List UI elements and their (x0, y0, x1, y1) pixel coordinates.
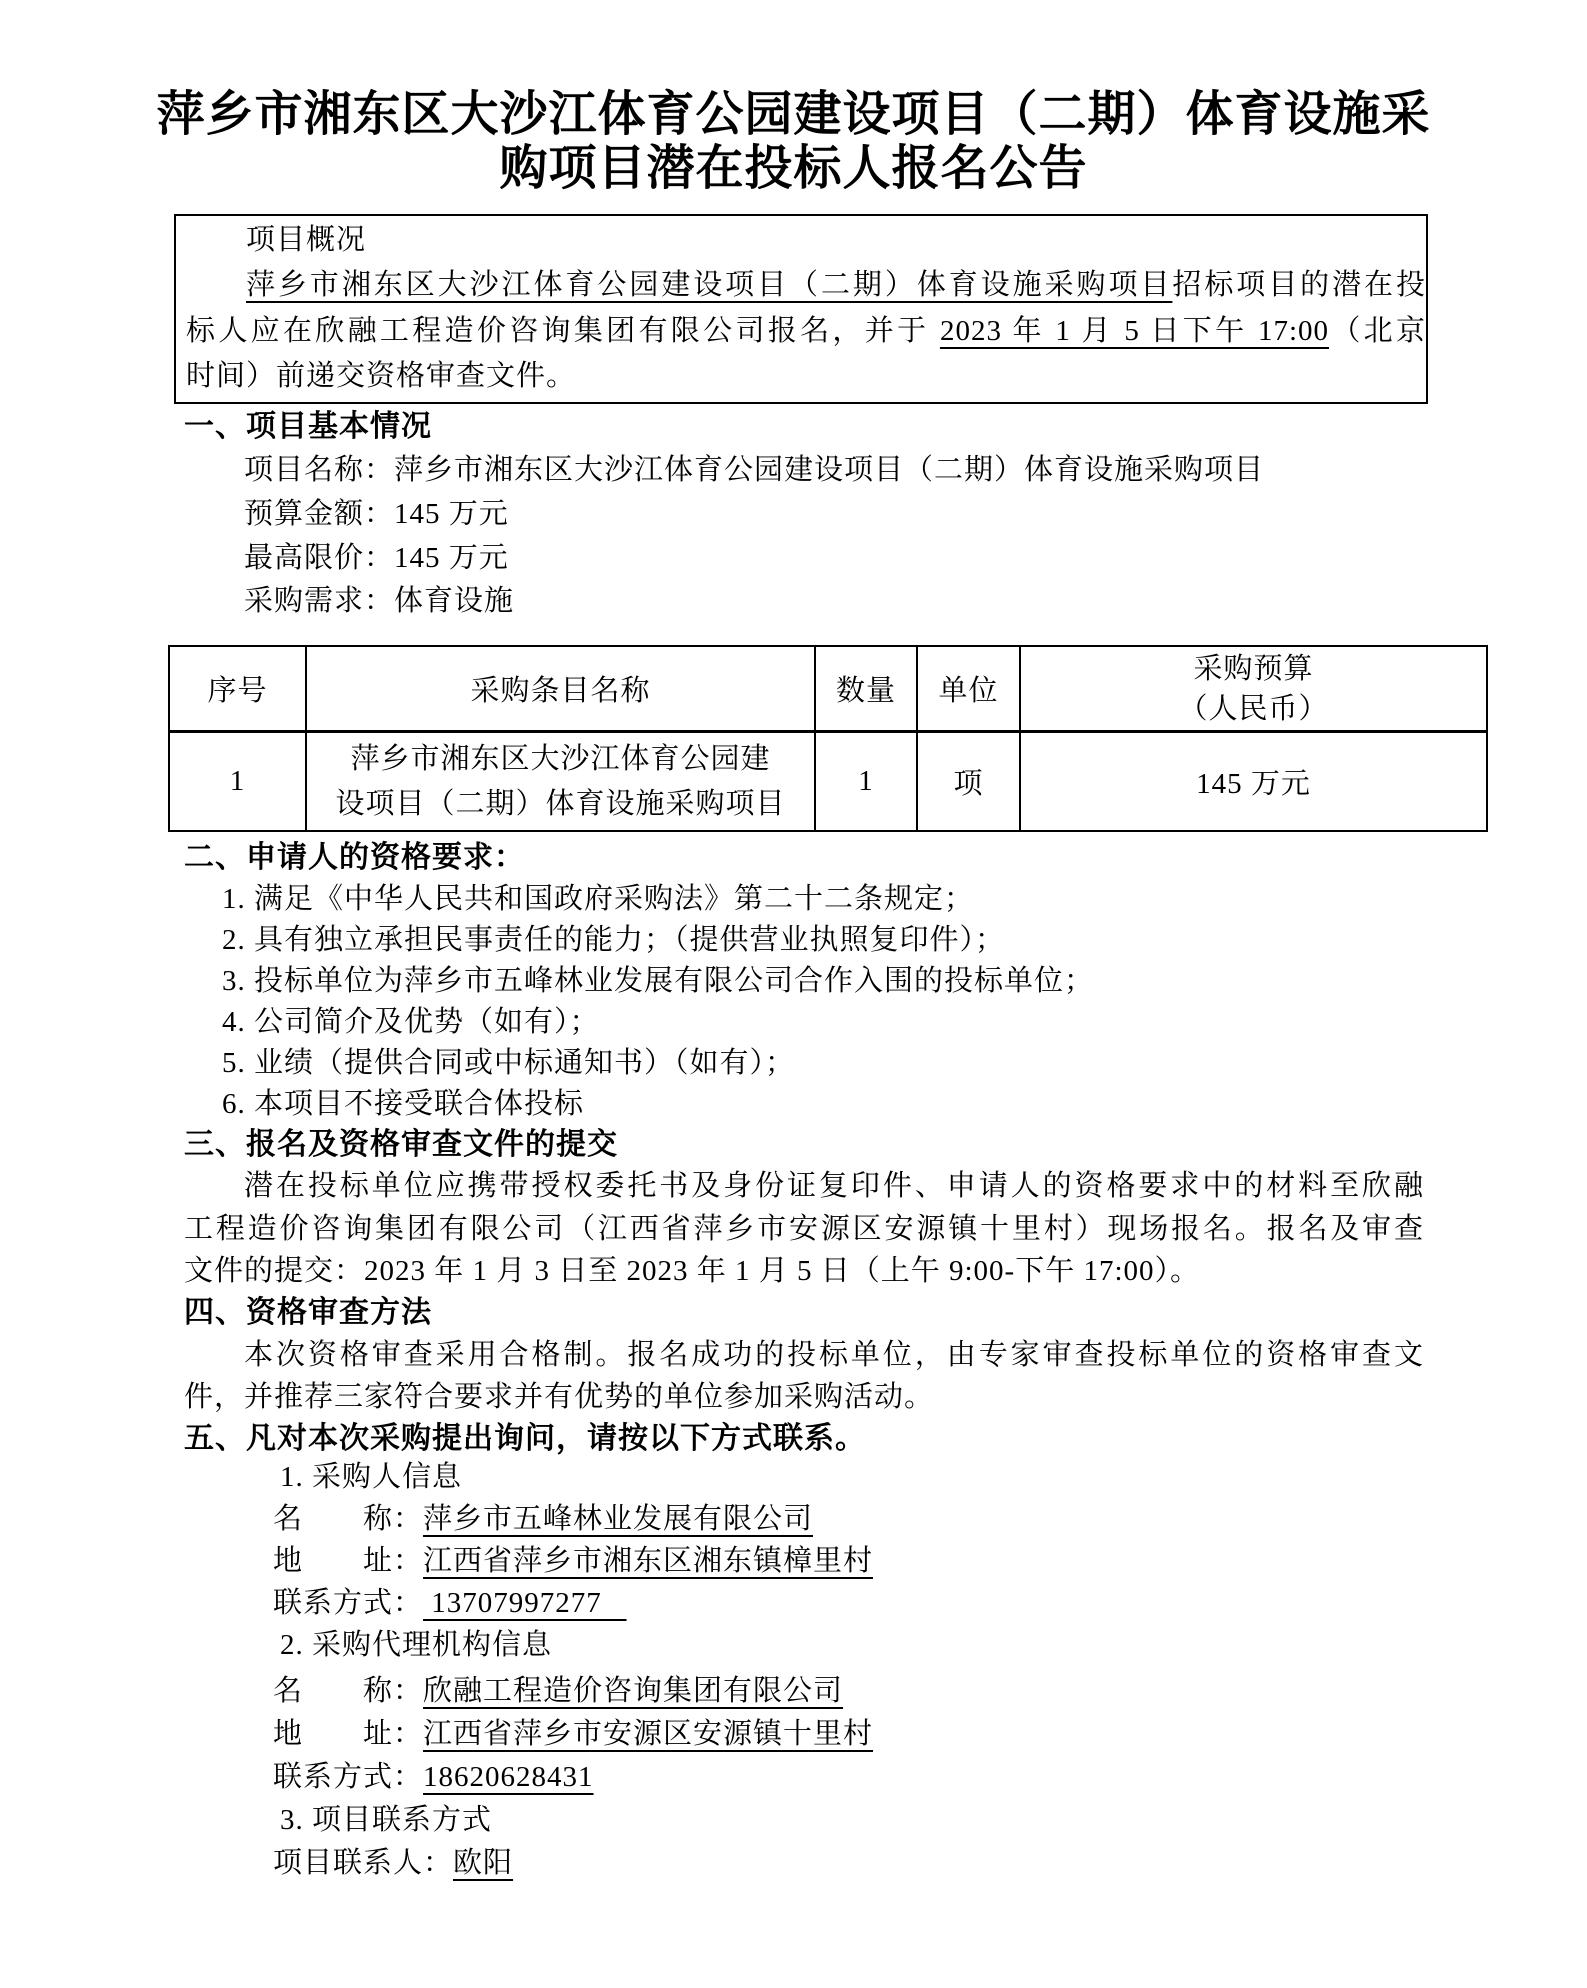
cell-quantity: 1 (815, 732, 917, 832)
buyer-info-heading: 1. 采购人信息 (280, 1461, 463, 1493)
buyer-phone-line (273, 1581, 627, 1625)
qualification-item-4: 4. 公司简介及优势（如有）； (222, 1006, 600, 1038)
agent-name-label: 名 称： (273, 1675, 424, 1707)
buyer-address-label: 地 址： (273, 1545, 424, 1577)
section4-paragraph-line1: 本次资格审查采用合格制。报名成功的投标单位，由专家审查投标单位的资格审查文 (244, 1339, 1424, 1371)
procurement-items-table (168, 645, 1488, 832)
agent-address-label: 地 址： (273, 1718, 424, 1750)
section3-paragraph-line2: 工程造价咨询集团有限公司（江西省萍乡市安源区安源镇十里村）现场报名。报名及审查 (184, 1213, 1424, 1245)
page-title-line1: 萍乡市湘东区大沙江体育公园建设项目（二期）体育设施采 (156, 88, 1431, 141)
header-serial-no: 序号 (169, 646, 306, 732)
agent-name-value: 欣融工程造价咨询集团有限公司 (423, 1675, 844, 1707)
qualification-item-1: 1. 满足《中华人民共和国政府采购法》第二十二条规定； (222, 883, 975, 915)
header-budget-line2: （人民币） (1178, 692, 1329, 725)
buyer-name-label: 名 称： (273, 1503, 424, 1535)
section4-paragraph-line2: 件，并推荐三家符合要求并有优势的单位参加采购活动。 (184, 1381, 935, 1413)
buyer-address-line (273, 1539, 873, 1583)
cell-item-name-line1: 萍乡市湘东区大沙江体育公园建 (350, 742, 771, 775)
section3-paragraph-line1: 潜在投标单位应携带授权委托书及身份证复印件、申请人的资格要求中的材料至欣融 (244, 1170, 1424, 1202)
buyer-phone-label: 联系方式： (273, 1587, 424, 1619)
project-contact-value: 欧阳 (453, 1847, 514, 1879)
qualification-item-3: 3. 投标单位为萍乡市五峰林业发展有限公司合作入围的投标单位； (222, 965, 1095, 997)
cell-item-name-line2: 设项目（二期）体育设施采购项目 (335, 787, 786, 820)
section2-heading: 二、申请人的资格要求： (184, 841, 525, 874)
project-contact-line (273, 1841, 513, 1885)
overview-deadline-underlined: 2023 年 1 月 5 日下午 17:00 (939, 315, 1330, 347)
overview-line2-rest: （北京 (1329, 315, 1426, 347)
agent-address-line (273, 1712, 873, 1756)
qualification-item-5: 5. 业绩（提供合同或中标通知书）（如有）； (222, 1047, 796, 1079)
cell-unit: 项 (917, 732, 1020, 832)
overview-paragraph-line1 (246, 263, 1426, 307)
overview-line2-pre: 标人应在欣融工程造价咨询集团有限公司报名，并于 (186, 315, 940, 347)
overview-paragraph-line2 (186, 309, 1426, 353)
buyer-address-value: 江西省萍乡市湘东区湘东镇樟里村 (423, 1545, 874, 1577)
procurement-demand-line: 采购需求：体育设施 (244, 585, 515, 617)
header-budget-line1: 采购预算 (1193, 652, 1314, 685)
overview-line1-rest: 招标项目的潜在投 (1172, 269, 1426, 301)
budget-amount-line: 预算金额：145 万元 (244, 498, 509, 530)
agent-phone-value: 18620628431 (423, 1761, 594, 1793)
overview-paragraph-line3: 时间）前递交资格审查文件。 (186, 360, 577, 392)
section3-paragraph-line3: 文件的提交：2023 年 1 月 3 日至 2023 年 1 月 5 日（上午 9:00-下午 17:00）。 (184, 1255, 1201, 1287)
cell-serial-no: 1 (169, 732, 306, 832)
section4-heading: 四、资格审查方法 (184, 1296, 432, 1329)
section3-heading: 三、报名及资格审查文件的提交 (184, 1128, 618, 1161)
qualification-item-2: 2. 具有独立承担民事责任的能力；（提供营业执照复印件）； (222, 924, 1006, 956)
project-contact-heading: 3. 项目联系方式 (280, 1804, 493, 1836)
section5-heading: 五、凡对本次采购提出询问，请按以下方式联系。 (184, 1422, 866, 1455)
project-overview-box (174, 214, 1428, 404)
buyer-phone-value: 13707997277 (423, 1587, 627, 1619)
header-budget (1020, 646, 1487, 732)
cell-item-name (306, 732, 815, 832)
agent-phone-line (273, 1755, 594, 1799)
price-cap-line: 最高限价：145 万元 (244, 542, 509, 574)
section1-heading: 一、项目基本情况 (184, 410, 432, 443)
project-name-line: 项目名称：萍乡市湘东区大沙江体育公园建设项目（二期）体育设施采购项目 (244, 454, 1265, 486)
buyer-name-line (273, 1497, 813, 1541)
table-row (169, 732, 1487, 832)
cell-budget: 145 万元 (1020, 732, 1487, 832)
agent-phone-label: 联系方式： (273, 1761, 424, 1793)
project-contact-label: 项目联系人： (273, 1847, 454, 1879)
buyer-name-value: 萍乡市五峰林业发展有限公司 (423, 1503, 814, 1535)
header-unit: 单位 (917, 646, 1020, 732)
agent-address-value: 江西省萍乡市安源区安源镇十里村 (423, 1718, 874, 1750)
agent-info-heading: 2. 采购代理机构信息 (280, 1629, 553, 1661)
overview-project-name-underlined: 萍乡市湘东区大沙江体育公园建设项目（二期）体育设施采购项目 (246, 269, 1173, 301)
header-quantity: 数量 (815, 646, 917, 732)
qualification-item-6: 6. 本项目不接受联合体投标 (222, 1088, 585, 1120)
page-title-line2: 购项目潜在投标人报名公告 (499, 142, 1088, 195)
table-header-row (169, 646, 1487, 732)
overview-heading: 项目概况 (246, 224, 367, 256)
header-item-name: 采购条目名称 (306, 646, 815, 732)
agent-name-line (273, 1669, 843, 1713)
